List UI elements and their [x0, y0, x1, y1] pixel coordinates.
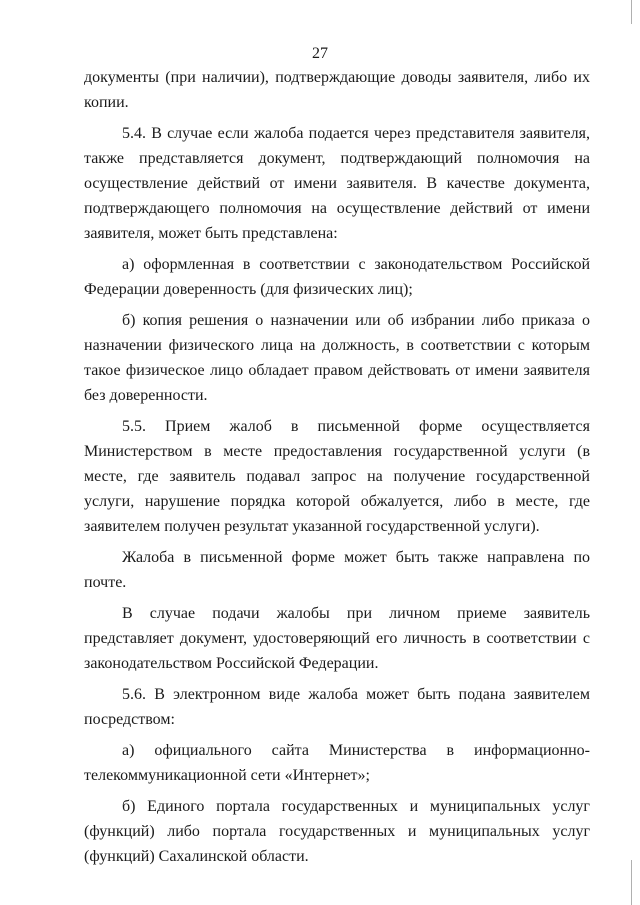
document-body — [84, 65, 590, 875]
paragraph-5-4-b: б) копия решения о назначении или об избрании либо приказа о назначении физического лица на должность, в соответствии с которым такое физическое лицо обладает правом действовать от имени заявителя без доверенности. — [84, 312, 590, 404]
paragraph-5-6-a: а) официального сайта Министерства в информационно-телекоммуникационной сети «Интернет»; — [84, 742, 590, 784]
paragraph-personal-reception: В случае подачи жалобы при личном приеме заявитель представляет документ, удостоверяющий его личность в соответствии с законодательством Российской Федерации. — [84, 605, 590, 672]
scan-edge-mark-top — [631, 0, 632, 24]
paragraph-5-6-b: б) Единого портала государственных и муниципальных услуг (функций) либо портала государственных и муниципальных услуг (функций) Сахалинской области. — [84, 798, 590, 865]
paragraph-continuation: документы (при наличии), подтверждающие доводы заявителя, либо их копии. — [84, 69, 590, 111]
paragraph-5-6: 5.6. В электронном виде жалоба может быть подана заявителем посредством: — [84, 686, 590, 728]
paragraph-5-5: 5.5. Прием жалоб в письменной форме осуществляется Министерством в месте предоставления государственной услуги (в месте, где заявитель подавал запрос на получение государственной услуги, нарушение порядка которой обжалуется, либо в месте, где заявителем получен результат указанной государственной услуги). — [84, 418, 590, 535]
paragraph-5-4: 5.4. В случае если жалоба подается через представителя заявителя, также представляется документ, подтверждающий полномочия на осуществление действий от имени заявителя. В качестве документа, подтверждающего полномочия на осуществление действий от имени заявителя, может быть представлена: — [84, 125, 590, 242]
scan-edge-mark-bottom — [631, 860, 632, 905]
page-number: 27 — [312, 45, 328, 62]
paragraph-5-4-a: а) оформленная в соответствии с законодательством Российской Федерации доверенность (для физических лиц); — [84, 256, 590, 298]
paragraph-mail: Жалоба в письменной форме может быть также направлена по почте. — [84, 549, 590, 591]
